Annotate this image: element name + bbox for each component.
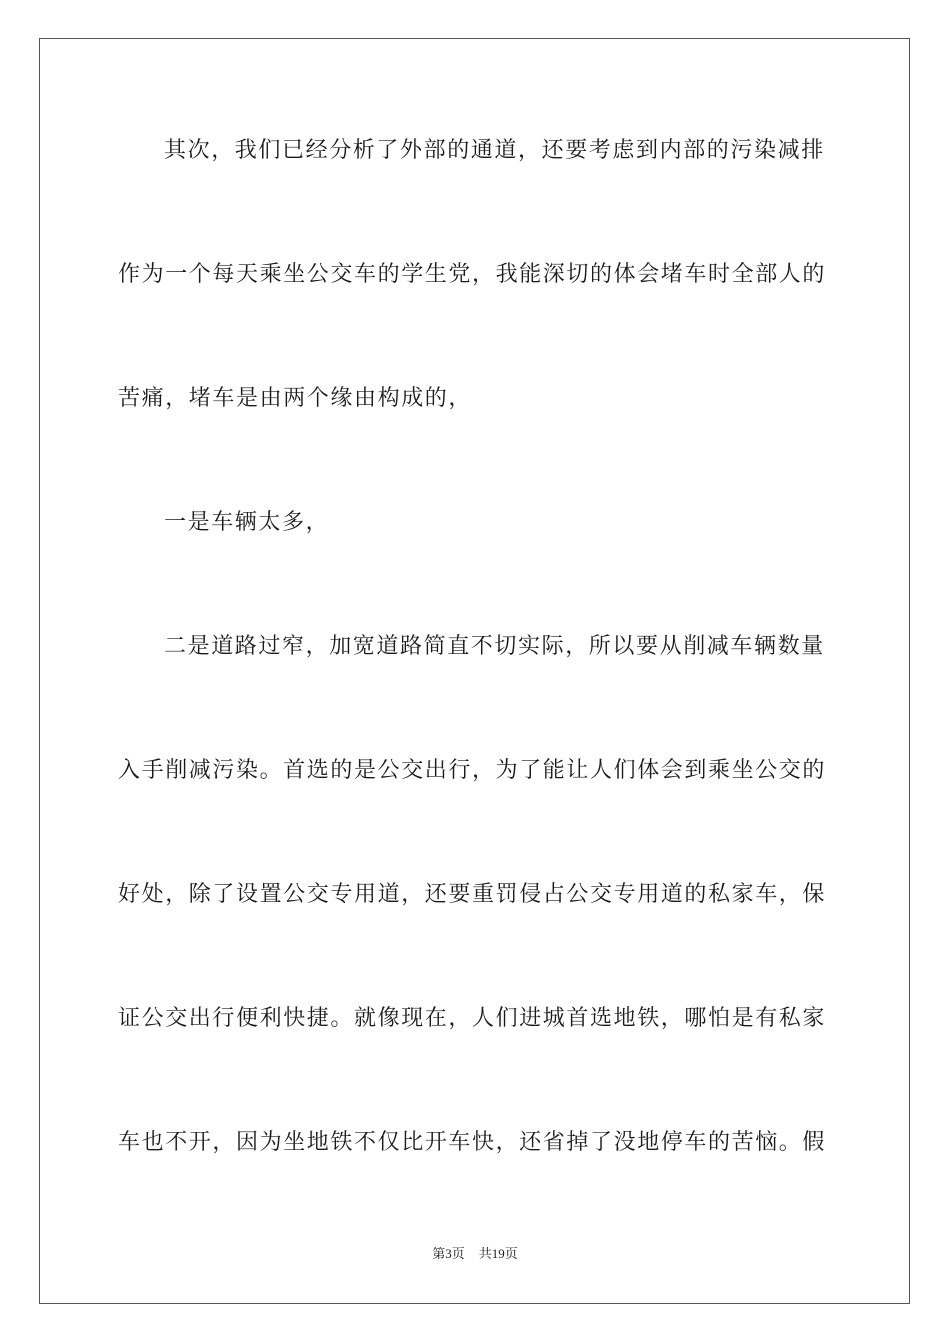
paragraph-line-7: 好处，除了设置公交专用道，还要重罚侵占公交专用道的私家车，保: [118, 882, 827, 907]
paragraph-line-5: 二是道路过窄，加宽道路简直不切实际，所以要从削减车辆数量: [164, 634, 825, 659]
paragraph-line-9: 车也不开，因为坐地铁不仅比开车快，还省掉了没地停车的苦恼。假: [118, 1130, 827, 1155]
page-border: [39, 38, 910, 1304]
current-page-label: 第3页: [432, 1246, 465, 1261]
paragraph-line-6: 入手削减污染。首选的是公交出行，为了能让人们体会到乘坐公交的: [118, 758, 827, 783]
paragraph-line-2: 作为一个每天乘坐公交车的学生党，我能深切的体会堵车时全部人的: [118, 262, 827, 287]
paragraph-line-8: 证公交出行便利快捷。就像现在，人们进城首选地铁，哪怕是有私家: [118, 1006, 827, 1031]
page-footer: [0, 1246, 950, 1262]
paragraph-line-4: 一是车辆太多，: [164, 510, 330, 535]
paragraph-line-3: 苦痛，堵车是由两个缘由构成的，: [118, 386, 473, 411]
paragraph-line-1: 其次，我们已经分析了外部的通道，还要考虑到内部的污染减排: [164, 138, 825, 163]
total-pages-label: 共19页: [478, 1246, 518, 1261]
